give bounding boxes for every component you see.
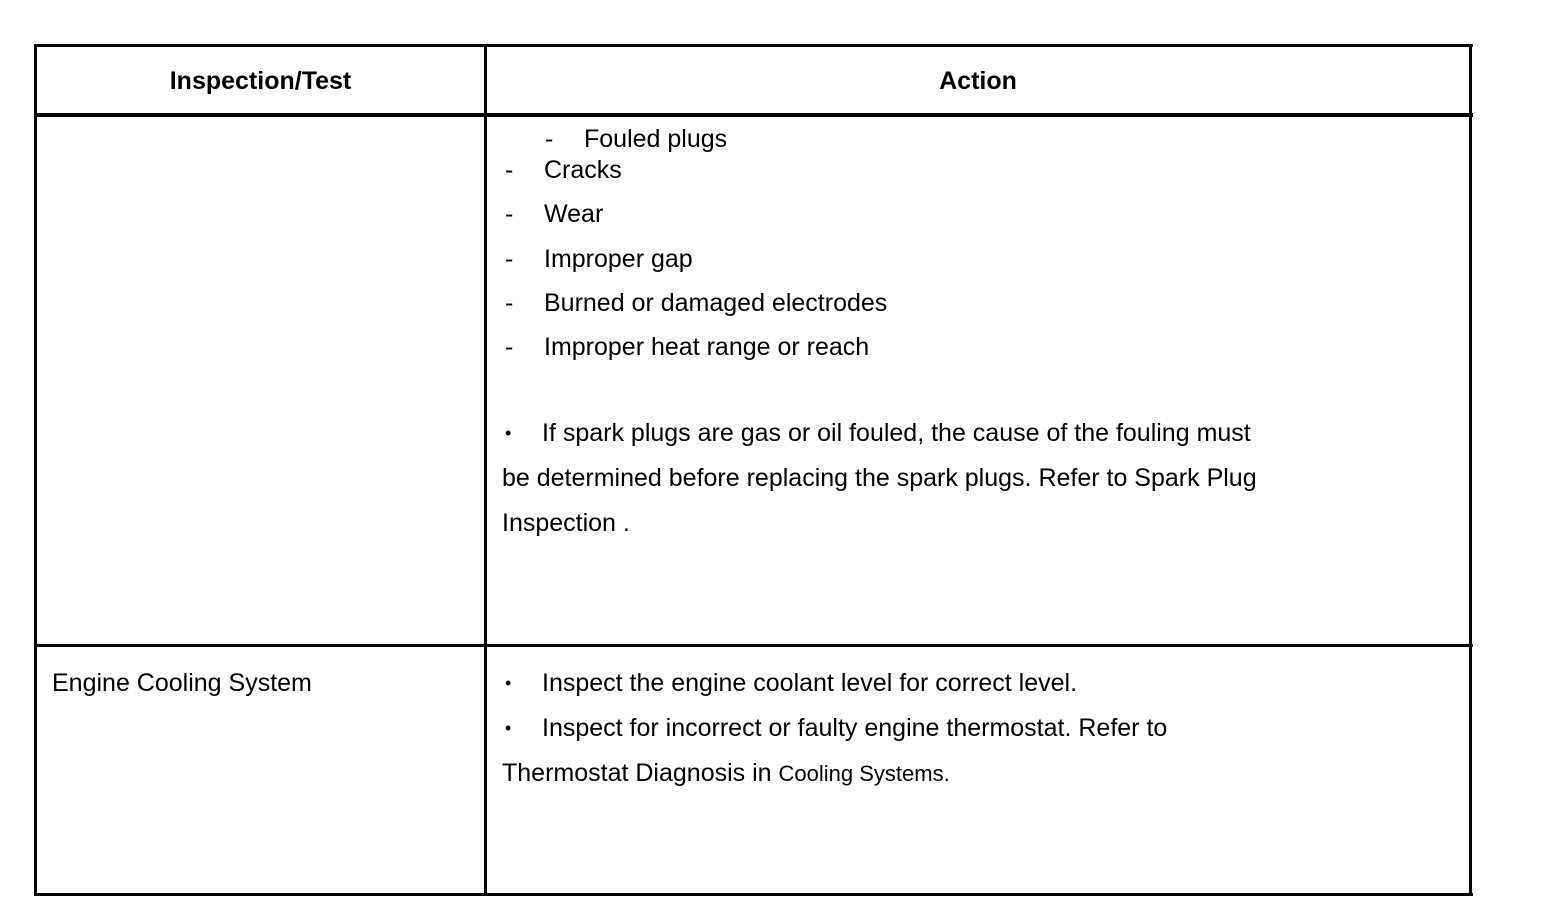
header-divider — [34, 113, 1473, 117]
table-border-top — [34, 44, 1473, 47]
thermostat-diagnosis-text: Thermostat Diagnosis in — [502, 759, 772, 787]
dash-marker: - — [505, 333, 514, 361]
dash-marker: - — [545, 125, 554, 153]
column-divider — [484, 44, 487, 896]
note-line-3: Inspection . — [502, 509, 630, 537]
dash-marker: - — [505, 245, 514, 273]
header-inspection-test: Inspection/Test — [169, 67, 352, 95]
action-bullet-2-line-2 — [502, 758, 950, 789]
row-divider — [34, 644, 1473, 647]
action-bullet-2-line-1: Inspect for incorrect or faulty engine thermostat. Refer to — [542, 714, 1168, 742]
table-border-left — [34, 44, 37, 896]
list-item: Improper gap — [544, 245, 693, 273]
list-item: Improper heat range or reach — [544, 333, 870, 361]
dash-marker: - — [505, 200, 514, 228]
header-action: Action — [939, 67, 1017, 95]
bullet-marker: • — [505, 718, 512, 738]
dash-marker: - — [505, 156, 514, 184]
note-line-1: If spark plugs are gas or oil fouled, the cause of the fouling must — [542, 419, 1251, 447]
cooling-systems-reference: Cooling Systems. — [778, 761, 950, 786]
note-line-2: be determined before replacing the spark plugs. Refer to Spark Plug — [502, 464, 1257, 492]
list-item: Wear — [544, 200, 604, 228]
list-item: Fouled plugs — [584, 125, 728, 153]
inspection-cell-engine-cooling-system: Engine Cooling System — [52, 669, 312, 697]
table-border-right — [1469, 44, 1472, 896]
bullet-marker: • — [505, 423, 512, 443]
list-item: Burned or damaged electrodes — [544, 289, 888, 317]
action-bullet-1: Inspect the engine coolant level for correct level. — [542, 669, 1078, 697]
table-border-bottom — [34, 893, 1473, 896]
bullet-marker: • — [505, 673, 512, 693]
dash-marker: - — [505, 289, 514, 317]
list-item: Cracks — [544, 156, 622, 184]
